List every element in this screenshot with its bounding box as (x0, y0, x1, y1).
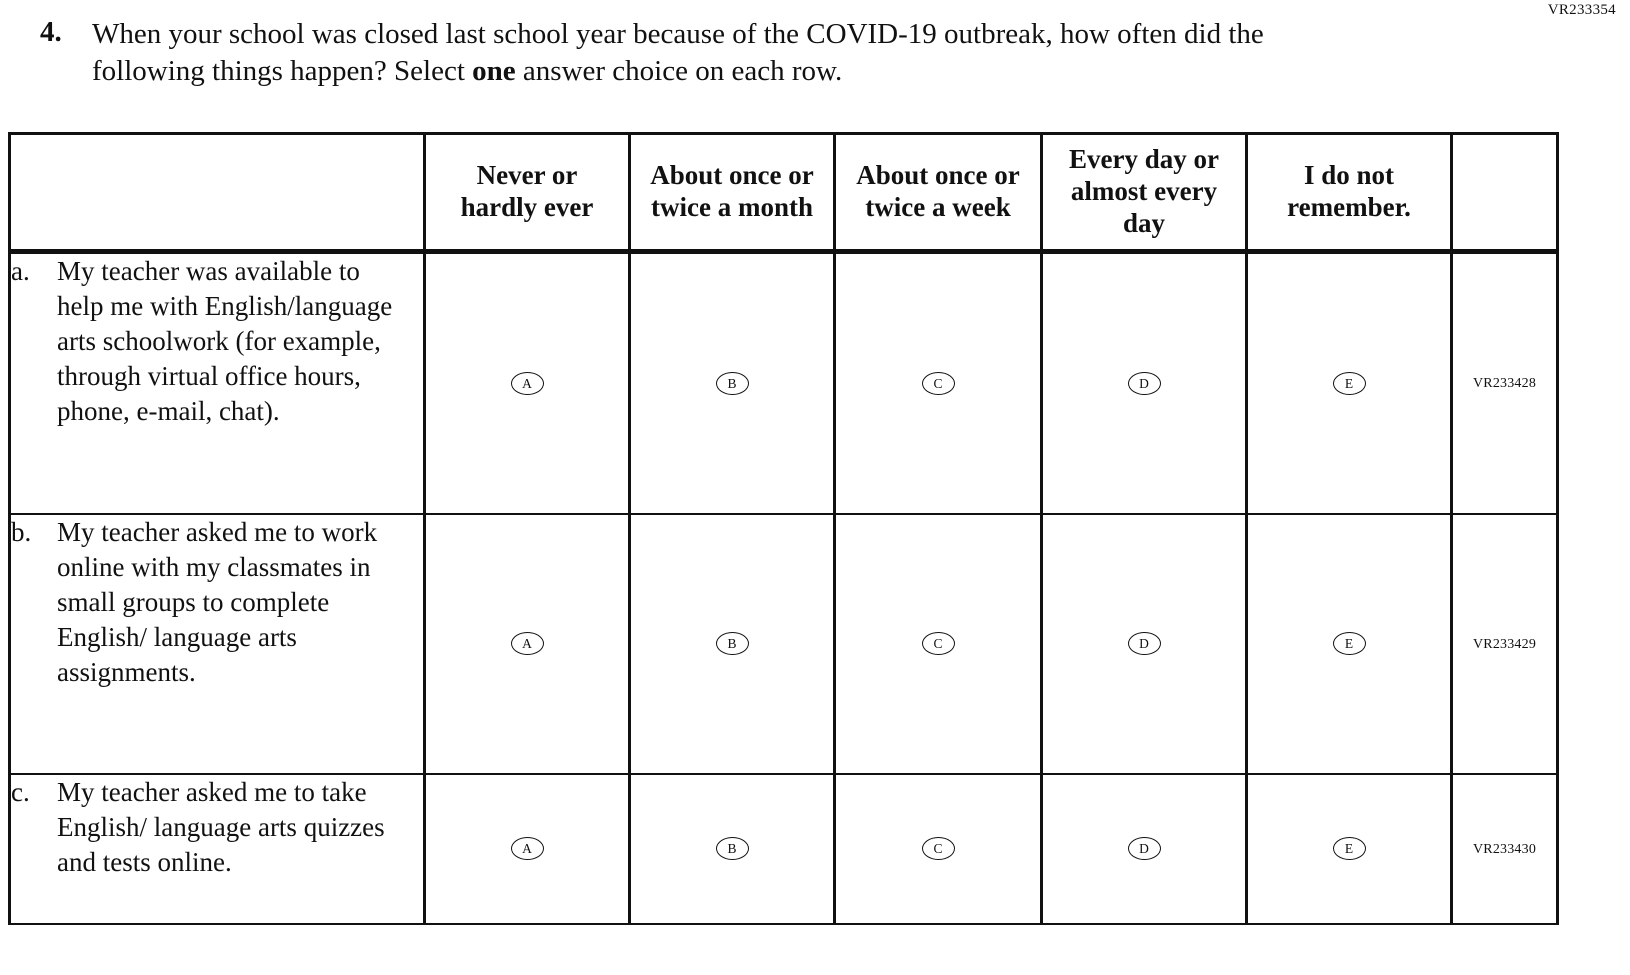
row-c-text: My teacher asked me to take English/ language arts quizzes and tests online. (57, 776, 385, 877)
row-a-statement-cell (10, 252, 425, 514)
header-row (10, 134, 1558, 252)
column-header-do-not-remember: I do not remember. (1247, 134, 1452, 252)
header-stub-cell (10, 134, 425, 252)
table-row-c (10, 774, 1558, 924)
row-c-option-bubble-e[interactable]: E (1333, 837, 1366, 860)
row-b-option-cell-e (1247, 514, 1452, 774)
row-b-option-bubble-b[interactable]: B (716, 632, 749, 655)
question-text-before: When your school was closed last school year because of the COVID-19 outbreak, how often did the following things happen? Select (92, 18, 1264, 88)
question-text-after: answer choice on each row. (515, 55, 843, 88)
row-a-label: a. (11, 256, 30, 286)
row-b-statement-cell (10, 514, 425, 774)
row-a-option-bubble-b[interactable]: B (716, 372, 749, 395)
row-a-option-cell-a (425, 252, 630, 514)
row-b-label: b. (11, 516, 32, 547)
question-block (40, 16, 1340, 90)
column-header-once-twice-week: About once or twice a week (835, 134, 1042, 252)
row-a-option-cell-e (1247, 252, 1452, 514)
row-b-option-bubble-e[interactable]: E (1333, 632, 1366, 655)
row-c-option-cell-d (1042, 774, 1247, 924)
row-a-option-bubble-a[interactable]: A (511, 372, 544, 395)
row-a-code: VR233428 (1472, 376, 1537, 392)
question-bold-word: one (472, 55, 516, 88)
row-c-option-cell-b (630, 774, 835, 924)
row-b-option-bubble-d[interactable]: D (1128, 632, 1161, 655)
form-code: VR233354 (1547, 2, 1616, 18)
table-row-a (10, 252, 1558, 514)
header-code-cell (1452, 134, 1558, 252)
column-header-once-twice-month: About once or twice a month (630, 134, 835, 252)
row-b-option-bubble-a[interactable]: A (511, 632, 544, 655)
row-c-option-bubble-a[interactable]: A (511, 837, 544, 860)
row-c-option-bubble-b[interactable]: B (716, 837, 749, 860)
row-c-option-bubble-c[interactable]: C (922, 837, 955, 860)
row-c-option-cell-a (425, 774, 630, 924)
table-row-b (10, 514, 1558, 774)
row-c-option-bubble-d[interactable]: D (1128, 837, 1161, 860)
row-c-code: VR233430 (1472, 841, 1537, 857)
row-b-option-bubble-c[interactable]: C (922, 632, 955, 655)
row-a-option-cell-c (835, 252, 1042, 514)
row-a-option-cell-b (630, 252, 835, 514)
row-b-option-cell-b (630, 514, 835, 774)
question-number: 4. (40, 16, 62, 48)
row-b-text: My teacher asked me to work online with my classmates in small groups to complete English/ language arts assignments. (57, 516, 378, 687)
question-text (92, 16, 1332, 90)
row-a-option-bubble-d[interactable]: D (1128, 372, 1161, 395)
row-a-code-cell (1452, 252, 1558, 514)
row-a-option-cell-d (1042, 252, 1247, 514)
row-a-option-bubble-c[interactable]: C (922, 372, 955, 395)
row-a-option-bubble-e[interactable]: E (1333, 372, 1366, 395)
row-c-option-cell-e (1247, 774, 1452, 924)
row-c-option-cell-c (835, 774, 1042, 924)
row-c-code-cell (1452, 774, 1558, 924)
row-c-statement-cell (10, 774, 425, 924)
row-a-text: My teacher was available to help me with English/language arts schoolwork (for example, through virtual office hours, phone, e-mail, chat). (57, 256, 393, 427)
row-b-option-cell-a (425, 514, 630, 774)
row-b-option-cell-d (1042, 514, 1247, 774)
response-matrix (8, 132, 1559, 925)
row-c-label: c. (11, 776, 30, 807)
row-b-option-cell-c (835, 514, 1042, 774)
row-b-code-cell (1452, 514, 1558, 774)
column-header-never: Never or hardly ever (425, 134, 630, 252)
column-header-every-day: Every day or almost every day (1042, 134, 1247, 252)
row-b-code: VR233429 (1472, 636, 1537, 652)
